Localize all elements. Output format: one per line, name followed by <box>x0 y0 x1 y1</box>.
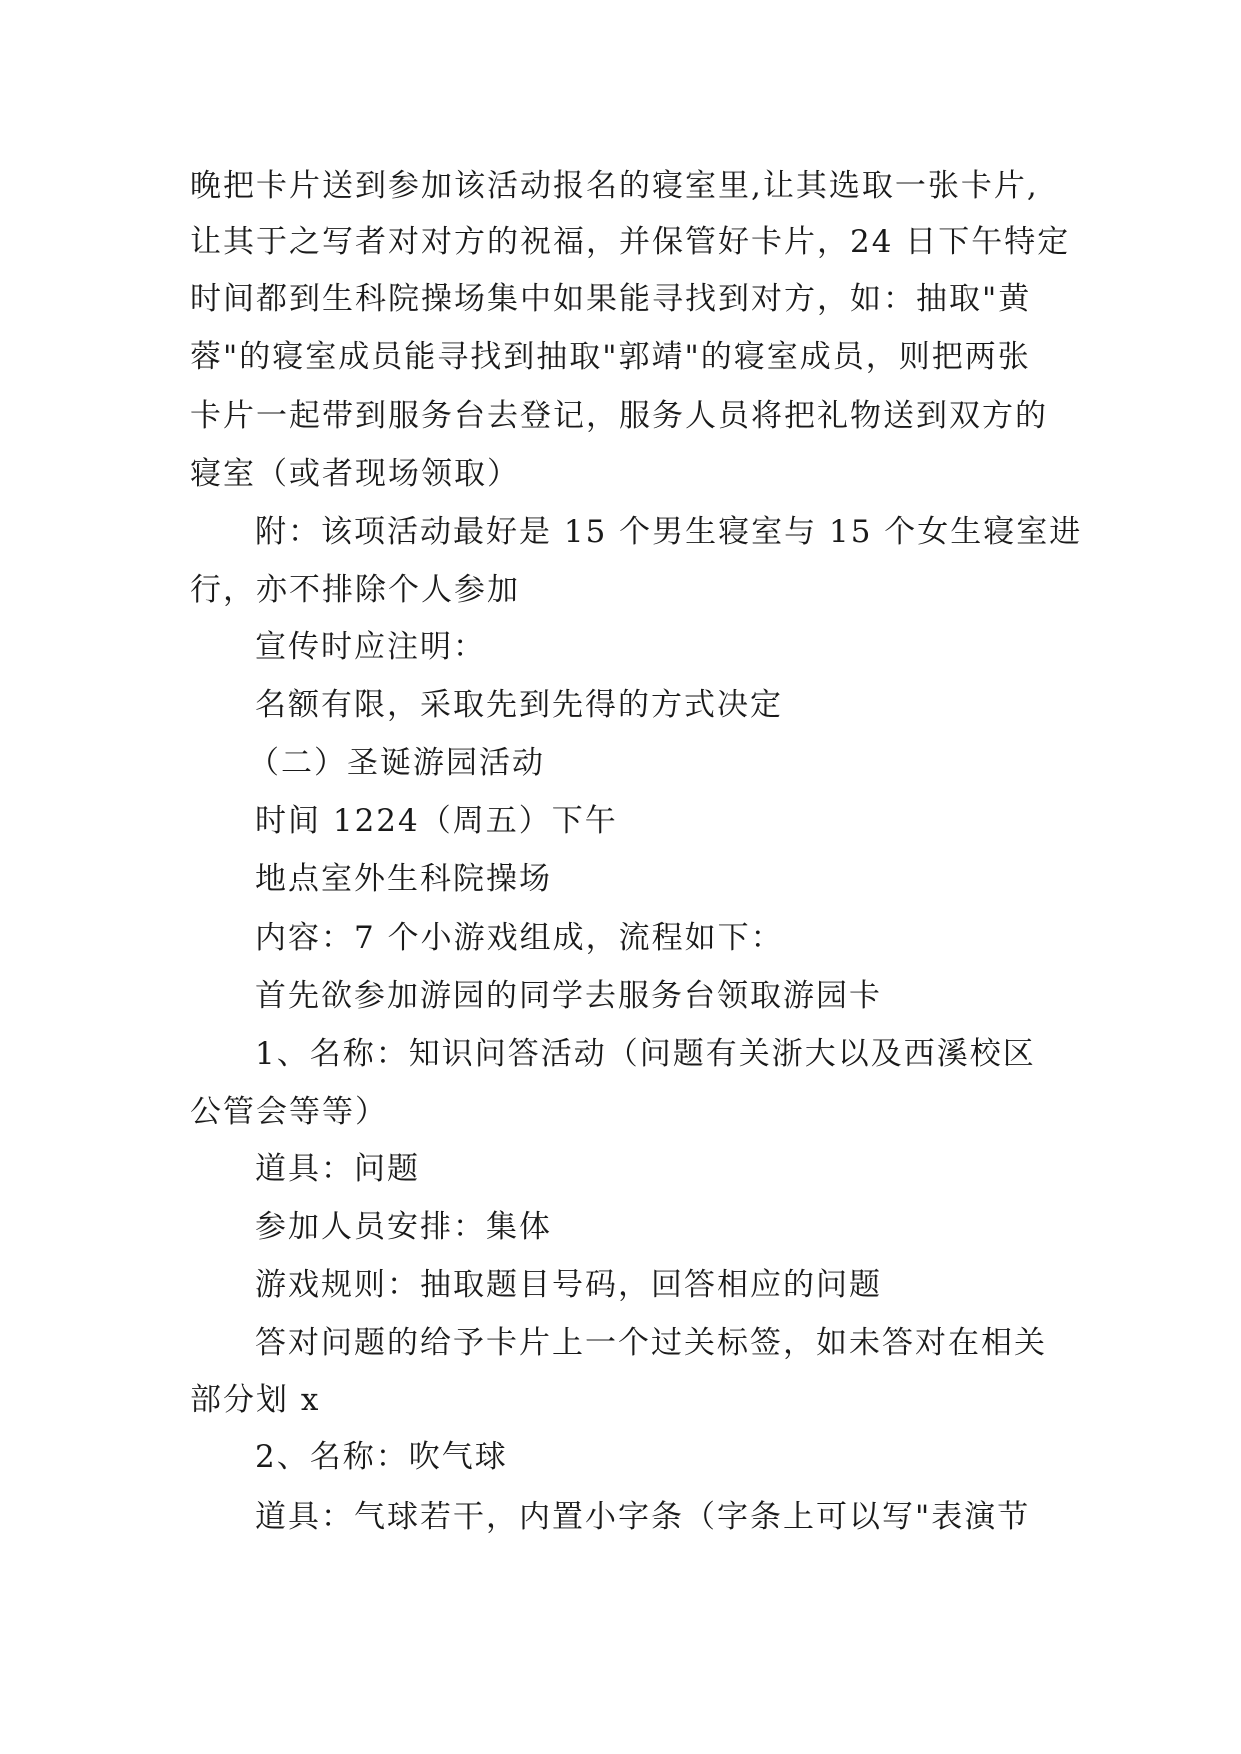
text-line: 游戏规则：抽取题目号码，回答相应的问题 <box>255 1267 882 1303</box>
text-line: 1、名称：知识问答活动（问题有关浙大以及西溪校区 <box>255 1036 1036 1072</box>
text-line: 2、名称：吹气球 <box>255 1439 508 1475</box>
text-line: 公管会等等） <box>190 1094 388 1130</box>
text-line: 名额有限，采取先到先得的方式决定 <box>255 687 783 723</box>
text-line: 参加人员安排：集体 <box>255 1209 552 1245</box>
text-line: 寝室（或者现场领取） <box>190 456 520 492</box>
text-line: 时间 1224（周五）下午 <box>255 803 618 839</box>
section-heading: （二）圣诞游园活动 <box>248 745 545 781</box>
text-line: 附：该项活动最好是 15 个男生寝室与 15 个女生寝室进 <box>255 514 1083 550</box>
text-line: 卡片一起带到服务台去登记，服务人员将把礼物送到双方的 <box>190 398 1048 434</box>
text-line: 地点室外生科院操场 <box>255 861 552 897</box>
text-line: 首先欲参加游园的同学去服务台领取游园卡 <box>255 978 882 1014</box>
text-line: 行，亦不排除个人参加 <box>190 572 520 608</box>
text-line: 道具：问题 <box>255 1151 420 1187</box>
text-line: 宣传时应注明： <box>255 629 486 665</box>
text-line: 蓉"的寝室成员能寻找到抽取"郭靖"的寝室成员，则把两张 <box>190 339 1031 375</box>
text-line: 部分划 x <box>190 1382 321 1418</box>
text-line: 让其于之写者对对方的祝福，并保管好卡片，24 日下午特定 <box>190 224 1071 260</box>
text-line: 晚把卡片送到参加该活动报名的寝室里,让其选取一张卡片, <box>190 168 1039 204</box>
text-line: 道具：气球若干，内置小字条（字条上可以写"表演节 <box>255 1499 1031 1535</box>
text-line: 内容：7 个小游戏组成，流程如下： <box>255 920 784 956</box>
text-line: 时间都到生科院操场集中如果能寻找到对方，如：抽取"黄 <box>190 281 1032 317</box>
text-line: 答对问题的给予卡片上一个过关标签，如未答对在相关 <box>255 1325 1047 1361</box>
